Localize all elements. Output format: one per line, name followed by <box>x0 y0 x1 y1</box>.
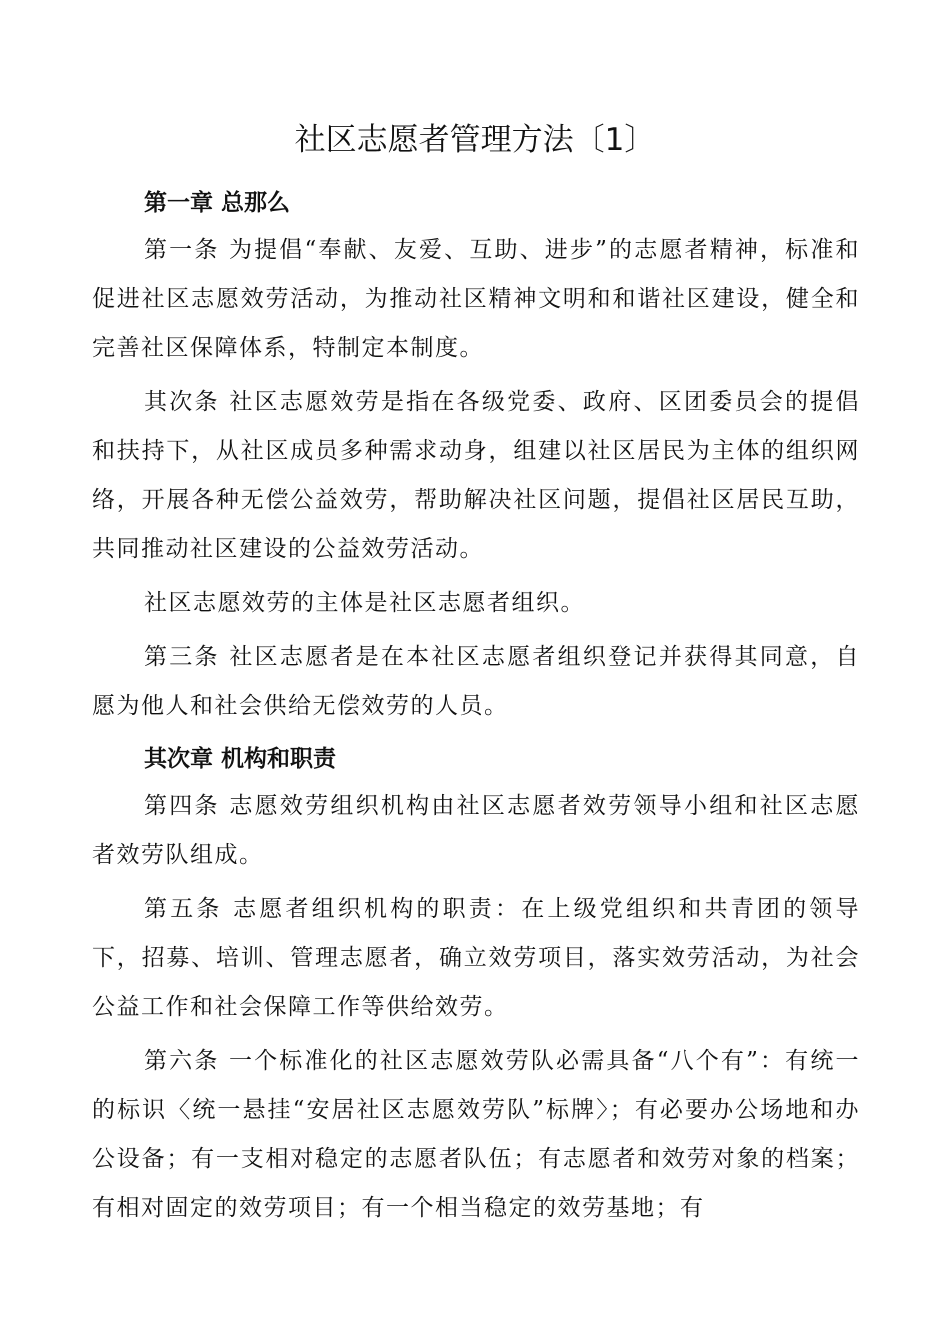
paragraph: 社区志愿效劳的主体是社区志愿者组织。 <box>144 590 585 616</box>
paragraph: 第六条 一个标准化的社区志愿效劳队必需具备“八个有”：有统一的标识〈统一悬挂“安居社区志愿效劳队”标牌〉；有必要办公场地和办公设备；有一支相对稳定的志愿者队伍；有志愿者和效劳对象的档案；有相对固定的效劳项目；有一个相当稳定的效劳基地；有 <box>92 1048 860 1221</box>
paragraph: 第三条 社区志愿者是在本社区志愿者组织登记并获得其同意，自愿为他人和社会供给无偿效劳的人员。 <box>92 644 860 719</box>
document-title: 社区志愿者管理方法〔1〕 <box>294 122 656 158</box>
chapter-heading: 其次章 机构和职责 <box>144 746 337 772</box>
paragraph: 第四条 志愿效劳组织机构由社区志愿者效劳领导小组和社区志愿者效劳队组成。 <box>92 793 860 868</box>
document-body <box>92 180 860 1233</box>
paragraph: 第一条 为提倡“奉献、友爱、互助、进步”的志愿者精神，标准和促进社区志愿效劳活动，为推动社区精神文明和和谐社区建设，健全和完善社区保障体系，特制定本制度。 <box>92 237 860 361</box>
paragraph: 第五条 志愿者组织机构的职责：在上级党组织和共青团的领导下，招募、培训、管理志愿者，确立效劳项目，落实效劳活动，为社会公益工作和社会保障工作等供给效劳。 <box>92 896 860 1020</box>
chapter-heading: 第一章 总那么 <box>144 190 291 216</box>
paragraph: 其次条 社区志愿效劳是指在各级党委、政府、区团委员会的提倡和扶持下，从社区成员多种需求动身，组建以社区居民为主体的组织网络，开展各种无偿公益效劳，帮助解决社区问题，提倡社区居民互助，共同推动社区建设的公益效劳活动。 <box>92 389 860 562</box>
